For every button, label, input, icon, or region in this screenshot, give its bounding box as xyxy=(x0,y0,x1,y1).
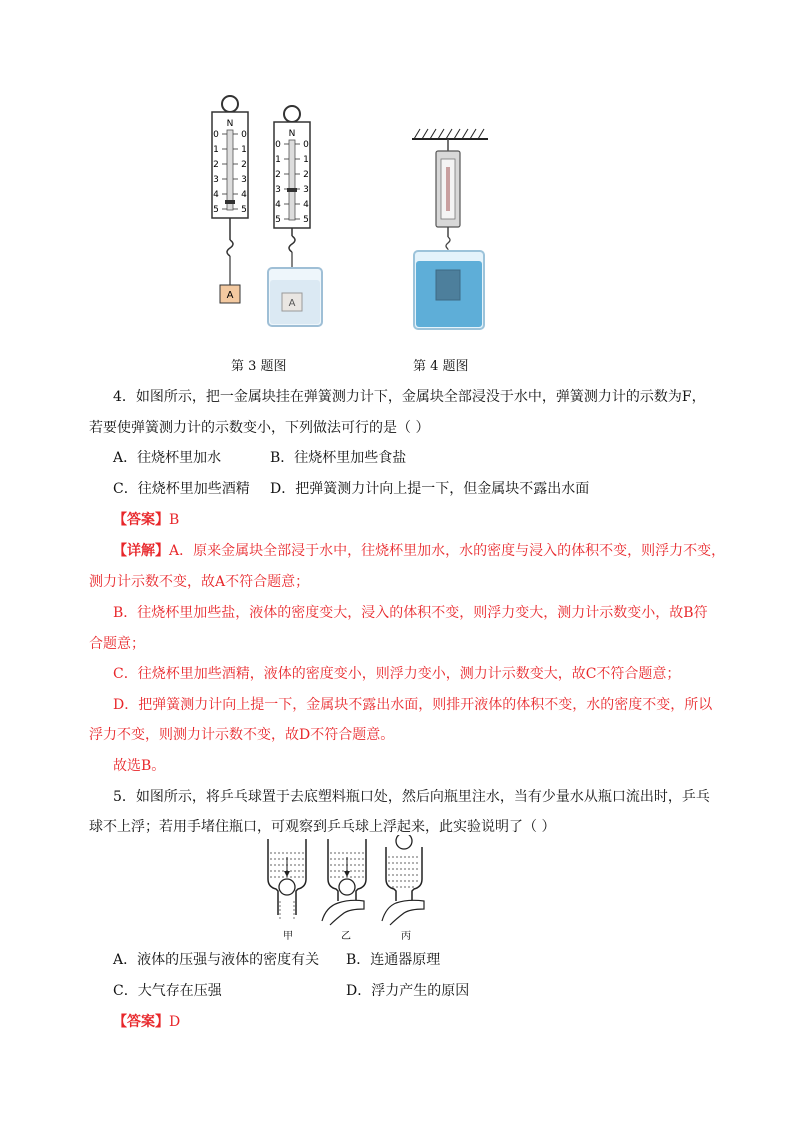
q4-analysis-tag: 【详解】 xyxy=(113,543,169,559)
svg-text:5: 5 xyxy=(303,215,309,225)
figure-5 xyxy=(260,835,430,945)
q4-analysis-line-3: B．往烧杯里加些盐，液体的密度变大，浸入的体积不变，则浮力变大，测力计示数变小，故B符 xyxy=(113,605,708,621)
svg-text:2: 2 xyxy=(213,160,219,170)
svg-text:0: 0 xyxy=(303,140,309,150)
svg-text:3: 3 xyxy=(275,185,281,195)
q4-stem-line-2: 若要使弹簧测力计的示数变小，下列做法可行的是（ ） xyxy=(89,420,430,436)
q4-conclusion: 故选B。 xyxy=(113,758,166,774)
spring-scale-left xyxy=(212,96,248,303)
q4-answer-tag: 【答案】 xyxy=(113,512,169,528)
svg-text:0: 0 xyxy=(275,140,281,150)
q4-stem-line-1: 4．如图所示，把一金属块挂在弹簧测力计下，金属块全部浸没于水中，弹簧测力计的示数为F， xyxy=(113,389,706,405)
q5-option-b: B．连通器原理 xyxy=(346,952,441,968)
svg-text:2: 2 xyxy=(241,160,247,170)
q5-stem-line-1: 5．如图所示，将乒乓球置于去底塑料瓶口处，然后向瓶里注水，当有少量水从瓶口流出时，乒乓 xyxy=(113,789,710,805)
q4-answer xyxy=(113,510,179,530)
block-a-label-air: A xyxy=(226,290,234,301)
svg-text:5: 5 xyxy=(213,205,219,215)
q4-analysis-line-7: 浮力不变，则测力计示数不变，故D不符合题意。 xyxy=(89,727,395,743)
q5-option-c: C．大气存在压强 xyxy=(113,983,222,999)
figure-3-caption: 第 3 题图 xyxy=(231,359,287,374)
svg-text:1: 1 xyxy=(303,155,309,165)
figure-4-caption: 第 4 题图 xyxy=(413,359,469,374)
svg-text:5: 5 xyxy=(275,215,281,225)
svg-text:4: 4 xyxy=(213,190,219,200)
q5-option-a: A．液体的压强与液体的密度有关 xyxy=(113,952,320,968)
svg-text:3: 3 xyxy=(303,185,309,195)
q4-option-d: D．把弹簧测力计向上提一下，但金属块不露出水面 xyxy=(270,481,590,497)
q4-analysis-line-4: 合题意； xyxy=(89,636,145,652)
svg-text:5: 5 xyxy=(241,205,247,215)
q5-answer-tag: 【答案】 xyxy=(113,1014,169,1030)
q5-option-d: D．浮力产生的原因 xyxy=(346,983,470,999)
block-a-label-water: A xyxy=(288,298,296,309)
svg-text:3: 3 xyxy=(241,175,247,185)
figure-4 xyxy=(410,125,490,335)
bottle-jia xyxy=(268,839,306,919)
spring-scale-right xyxy=(268,106,322,326)
svg-text:0: 0 xyxy=(241,130,247,140)
q4-option-a: A．往烧杯里加水 xyxy=(113,450,222,466)
q5-answer xyxy=(113,1012,180,1032)
svg-text:1: 1 xyxy=(275,155,281,165)
svg-text:2: 2 xyxy=(303,170,309,180)
svg-text:3: 3 xyxy=(213,175,219,185)
svg-text:4: 4 xyxy=(241,190,247,200)
bottle-yi xyxy=(322,839,366,925)
figure-5-label-yi: 乙 xyxy=(341,931,351,942)
ping-pong-bottle-diagram xyxy=(260,835,430,945)
figure-3 xyxy=(200,90,340,350)
svg-text:0: 0 xyxy=(213,130,219,140)
svg-text:4: 4 xyxy=(275,200,281,210)
q4-analysis-line-2: 测力计示数不变，故A不符合题意； xyxy=(89,574,310,590)
svg-text:1: 1 xyxy=(241,145,247,155)
svg-text:1: 1 xyxy=(213,145,219,155)
submerged-block-diagram xyxy=(410,125,490,335)
figure-5-label-bing: 丙 xyxy=(401,931,411,942)
spring-scale-diagram xyxy=(200,90,340,350)
q4-option-b: B．往烧杯里加些食盐 xyxy=(270,450,407,466)
q4-analysis-line-1: 【详解】A．原来金属块全部浸于水中，往烧杯里加水，水的密度与浸入的体积不变，则浮力不变， xyxy=(113,543,726,559)
figure-5-label-jia: 甲 xyxy=(283,931,293,942)
q5-stem-line-2: 球不上浮；若用手堵住瓶口，可观察到乒乓球上浮起来，此实验说明了（ ） xyxy=(89,819,556,835)
unit-label-right: N xyxy=(288,129,296,139)
q4-analysis-line-5: C．往烧杯里加些酒精，液体的密度变小，则浮力变小，测力计示数变大，故C不符合题意； xyxy=(113,666,681,682)
bottle-bing xyxy=(382,835,424,925)
svg-text:2: 2 xyxy=(275,170,281,180)
q4-answer-value: B xyxy=(169,512,180,528)
q5-answer-value: D xyxy=(169,1014,181,1030)
unit-label-left: N xyxy=(226,119,234,129)
q4-option-c: C．往烧杯里加些酒精 xyxy=(113,481,250,497)
svg-text:4: 4 xyxy=(303,200,309,210)
q4-analysis-line-6: D．把弹簧测力计向上提一下，金属块不露出水面，则排开液体的体积不变，水的密度不变，所以 xyxy=(113,697,713,713)
